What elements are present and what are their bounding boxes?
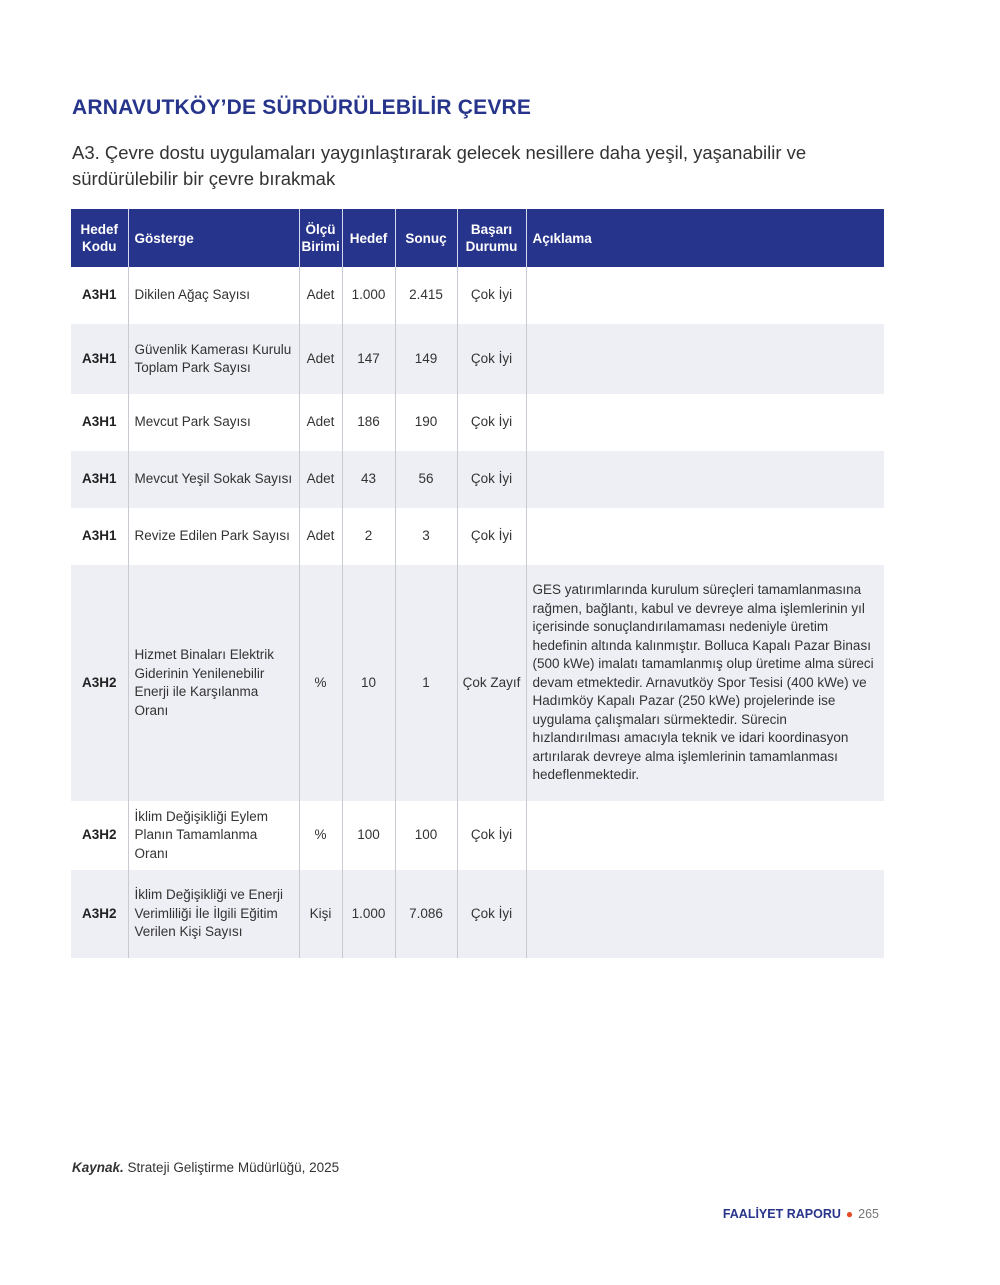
cell-unit: Adet	[299, 324, 342, 394]
cell-status: Çok İyi	[457, 267, 526, 324]
source-note	[72, 1160, 339, 1175]
cell-unit: Kişi	[299, 870, 342, 958]
cell-description	[526, 801, 884, 870]
cell-status: Çok İyi	[457, 394, 526, 451]
table-header-row	[71, 209, 884, 267]
cell-target: 1.000	[342, 267, 395, 324]
cell-result: 7.086	[395, 870, 457, 958]
cell-target: 1.000	[342, 870, 395, 958]
cell-unit: Adet	[299, 394, 342, 451]
cell-code: A3H2	[71, 870, 128, 958]
cell-result: 149	[395, 324, 457, 394]
cell-result: 1	[395, 565, 457, 801]
cell-result: 2.415	[395, 267, 457, 324]
cell-unit: Adet	[299, 508, 342, 565]
cell-code: A3H2	[81, 827, 117, 843]
cell-status: Çok İyi	[457, 801, 526, 870]
cell-target: 186	[342, 394, 395, 451]
table-row	[71, 451, 884, 508]
table-row	[71, 870, 884, 958]
cell-unit: %	[299, 565, 342, 801]
table-row	[71, 394, 884, 451]
header-indicator: Gösterge	[128, 209, 299, 267]
page-title: ARNAVUTKÖY’DE SÜRDÜRÜLEBİLİR ÇEVRE	[72, 96, 532, 119]
cell-indicator: Mevcut Park Sayısı	[128, 394, 299, 451]
header-status: Başarı Durumu	[457, 209, 526, 267]
header-code: Hedef Kodu	[71, 209, 128, 267]
cell-indicator: İklim Değişikliği ve Enerji Verimliliği İle İlgili Eğitim Verilen Kişi Sayısı	[128, 870, 299, 958]
table-row	[71, 267, 884, 324]
cell-indicator: İklim Değişikliği Eylem Planın Tamamlanma Oranı	[128, 801, 299, 870]
cell-result: 3	[395, 508, 457, 565]
table-row	[71, 565, 884, 801]
cell-unit: Adet	[299, 267, 342, 324]
cell-result: 100	[395, 801, 457, 870]
section-subtitle: A3. Çevre dostu uygulamaları yaygınlaştırarak gelecek nesillere daha yeşil, yaşanabilir ve sürdürülebilir bir çevre bırakmak	[72, 142, 807, 189]
cell-indicator: Revize Edilen Park Sayısı	[128, 508, 299, 565]
footer-label: FAALİYET RAPORU	[722, 1207, 841, 1221]
cell-status: Çok Zayıf	[457, 565, 526, 801]
cell-status: Çok İyi	[457, 324, 526, 394]
source-label: Kaynak.	[72, 1160, 124, 1175]
cell-description	[526, 451, 884, 508]
cell-description	[526, 394, 884, 451]
header-description: Açıklama	[526, 209, 884, 267]
cell-status: Çok İyi	[457, 870, 526, 958]
indicator-table	[71, 209, 884, 958]
cell-target: 43	[342, 451, 395, 508]
source-text: Strateji Geliştirme Müdürlüğü, 2025	[127, 1160, 340, 1175]
cell-target: 10	[342, 565, 395, 801]
cell-code: A3H1	[81, 414, 117, 430]
cell-description	[526, 324, 884, 394]
table-row	[71, 801, 884, 870]
cell-indicator: Mevcut Yeşil Sokak Sayısı	[128, 451, 299, 508]
cell-status: Çok İyi	[457, 451, 526, 508]
cell-description	[526, 508, 884, 565]
cell-description	[526, 267, 884, 324]
cell-result: 56	[395, 451, 457, 508]
cell-indicator: Hizmet Binaları Elektrik Giderinin Yenilenebilir Enerji ile Karşılanma Oranı	[128, 565, 299, 801]
bullet-icon: ●	[845, 1207, 854, 1221]
cell-target: 100	[342, 801, 395, 870]
header-target: Hedef	[342, 209, 395, 267]
cell-unit: %	[299, 801, 342, 870]
cell-code: A3H1	[71, 451, 128, 508]
cell-status: Çok İyi	[457, 508, 526, 565]
cell-description: GES yatırımlarında kurulum süreçleri tamamlanmasına rağmen, bağlantı, kabul ve devreye alma işlemlerinin yıl içerisinde sonuçlandırılamaması nedeniyle üretim hedefinin altında kalınmıştır. Bolluca Kapalı Pazar Binası (500 kWe) imalatı tamamlanmış olup üretime alma süreci devam etmektedir. Arnavutköy Spor Tesisi (400 kWe) ve Hadımköy Kapalı Pazar (250 kWe) projelerinde ise uygulama çalışmaları sürmektedir. Sürecin hızlandırılması amacıyla teknik ve idari koordinasyon artırılarak devreye alma işlemlerinin tamamlanması hedeflenmektedir.	[526, 565, 884, 801]
table-row	[71, 508, 884, 565]
header-unit: Ölçü Birimi	[299, 209, 342, 267]
cell-code: A3H1	[81, 528, 117, 544]
cell-target: 2	[342, 508, 395, 565]
table-row	[71, 324, 884, 394]
page-footer	[723, 1207, 879, 1221]
cell-code: A3H2	[71, 565, 128, 801]
cell-indicator: Güvenlik Kamerası Kurulu Toplam Park Sayısı	[128, 324, 299, 394]
header-result: Sonuç	[395, 209, 457, 267]
cell-indicator: Dikilen Ağaç Sayısı	[128, 267, 299, 324]
cell-description	[526, 870, 884, 958]
cell-code: A3H1	[81, 287, 117, 303]
page-number: 265	[858, 1207, 879, 1221]
cell-target: 147	[342, 324, 395, 394]
cell-unit: Adet	[299, 451, 342, 508]
cell-code: A3H1	[71, 324, 128, 394]
cell-result: 190	[395, 394, 457, 451]
